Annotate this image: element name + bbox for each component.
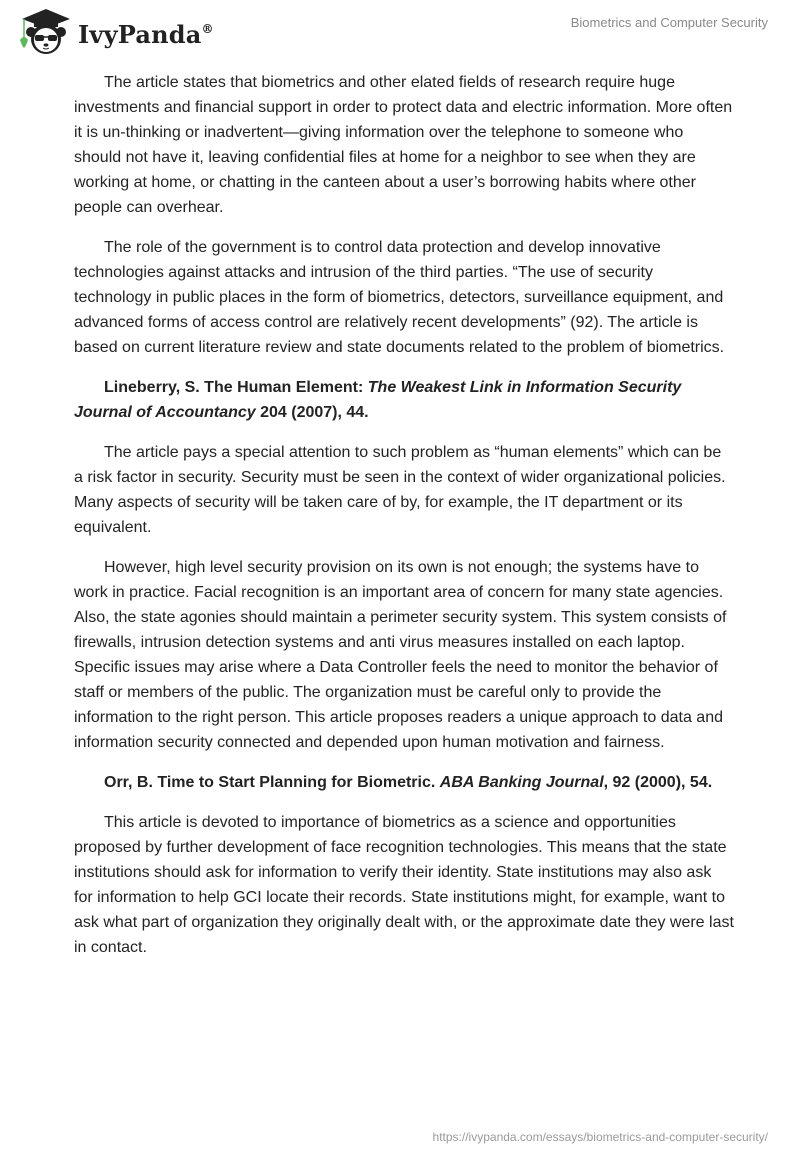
reference-entry — [74, 375, 734, 425]
document-title: Biometrics and Computer Security — [570, 15, 768, 30]
reference-title-italic: The Weakest Link in Information Security Journal of Accountancy — [74, 379, 682, 421]
body-paragraph: The article states that biometrics and other elated fields of research require huge investments and financial support in order to protect data and electric information. More often it is un-thinking or inadvertent—giving information over the telephone to someone who should not have it, leaving confidential files at home for a neighbor to see when they are working at home, or chatting in the canteen about a user’s borrowing habits where other people can overhear. — [74, 74, 733, 216]
essay-content — [74, 70, 734, 975]
logo-text: IvyPanda® — [78, 19, 214, 49]
reference-text: Lineberry, S. The Human Element: — [104, 379, 368, 396]
reference-title-italic: ABA Banking Journal — [439, 774, 604, 791]
reference-entry — [74, 770, 734, 795]
page-header — [0, 0, 800, 60]
footer-url[interactable]: https://ivypanda.com/essays/biometrics-and-computer-security/ — [432, 1130, 768, 1144]
body-paragraph: This article is devoted to importance of biometrics as a science and opportunities proposed by further development of face recognition technologies. This means that the state institutions should ask for information to verify their identity. State institutions may also ask for information to help GCI locate their records. State institutions might, for example, want to ask what part of organization they originally dealt with, or the approximate date they were last in contact. — [74, 814, 734, 956]
reference-text: Orr, B. Time to Start Planning for Biometric. — [104, 774, 440, 791]
body-paragraph: However, high level security provision on its own is not enough; the systems have to work in practice. Facial recognition is an important area of concern for many state agencies. Also, the state agonies should maintain a perimeter security system. This system consists of firewalls, intrusion detection systems and anti virus measures installed on each laptop. Specific issues may arise where a Data Controller feels the need to monitor the behavior of staff or members of the public. The organization must be careful only to provide the information to the right person. This article proposes readers a unique approach to data and information security connected and depended upon human motivation and fairness. — [74, 559, 727, 751]
body-paragraph: The role of the government is to control data protection and develop innovative technologies against attacks and intrusion of the third parties. “The use of security technology in public places in the form of biometrics, detectors, surveillance equipment, and advanced forms of access control are relatively recent developments” (92). The article is based on current literature review and state documents related to the problem of biometrics. — [74, 239, 725, 356]
body-paragraph: The article pays a special attention to such problem as “human elements” which can be a risk factor in security. Security must be seen in the context of wider organizational policies. Many aspects of security will be taken care of by, for example, the IT department or its equivalent. — [74, 444, 726, 536]
ivypanda-logo[interactable] — [14, 6, 214, 56]
panda-graduate-icon — [14, 6, 74, 56]
reference-text: , 92 (2000), 54. — [603, 774, 713, 791]
reference-text: 204 (2007), 44. — [255, 404, 369, 421]
